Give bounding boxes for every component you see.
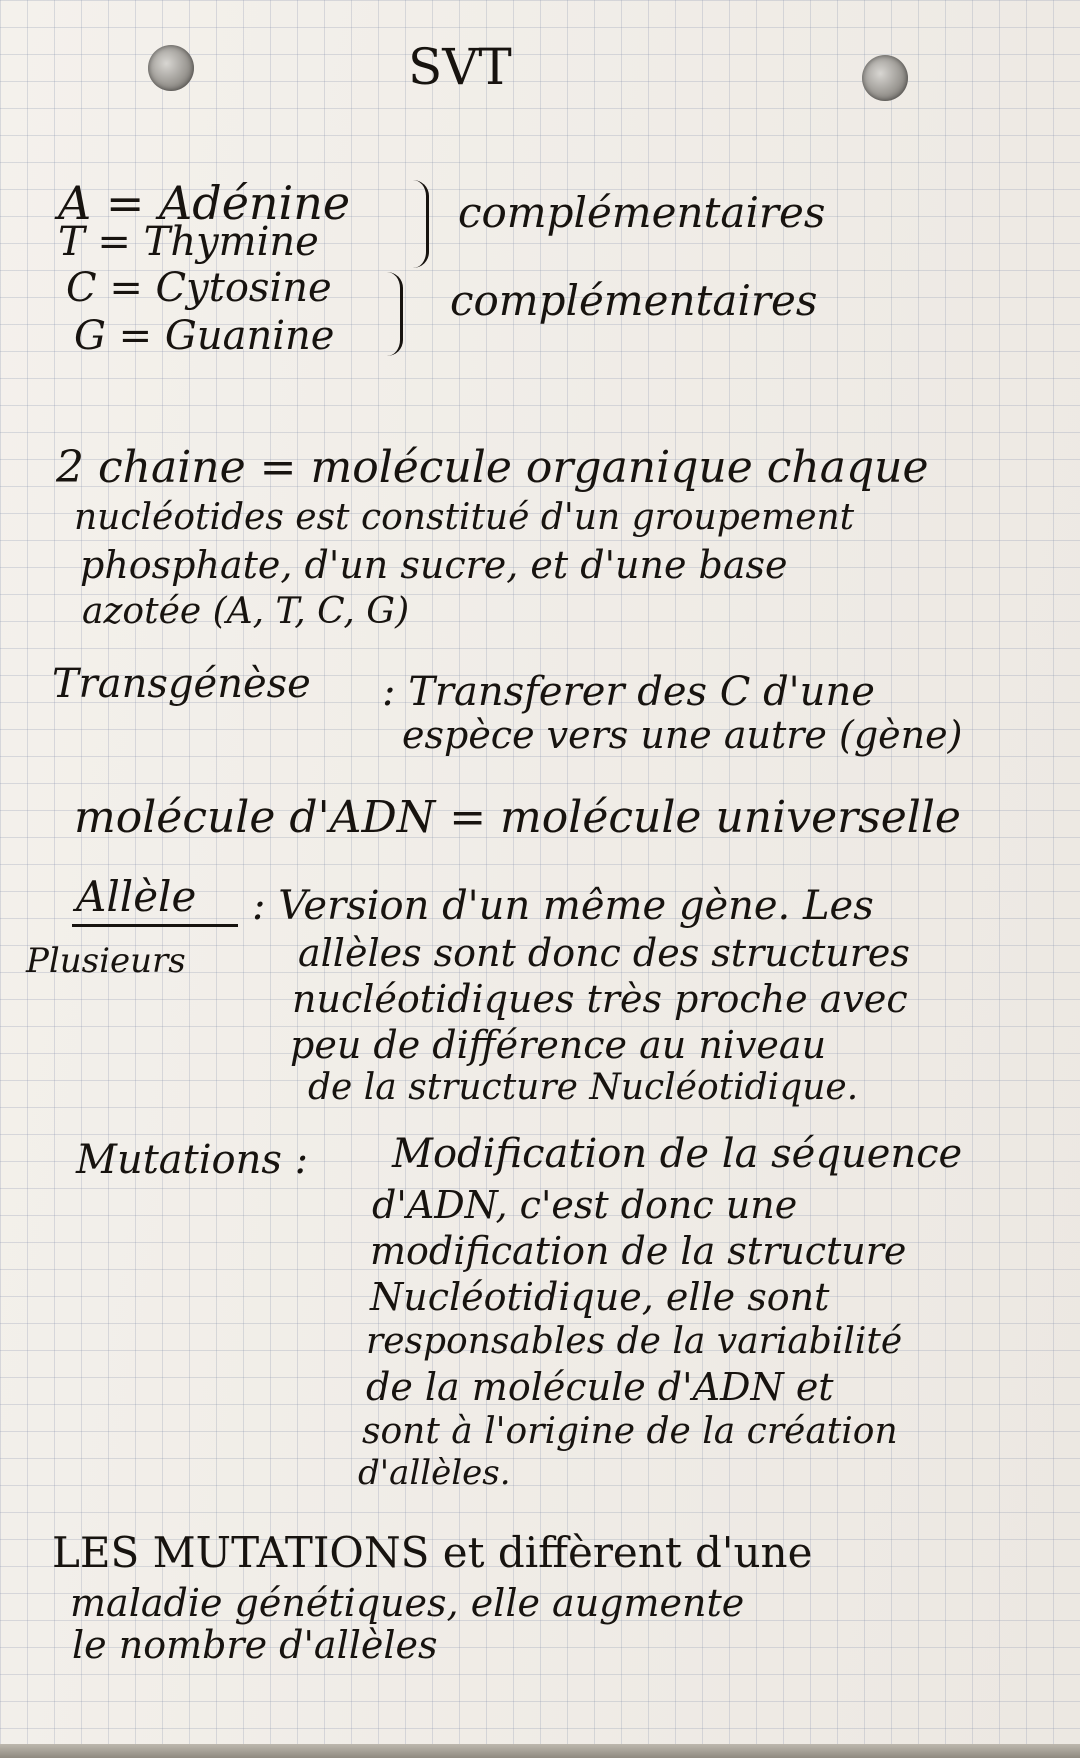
paragraph-line: 2 chaine = molécule organique chaque — [56, 442, 929, 493]
definition-line: allèles sont donc des structures — [298, 931, 910, 975]
base-letter: C — [66, 265, 97, 311]
definition-line: Modification de la séquence — [392, 1131, 963, 1177]
base-name: = Thymine — [97, 219, 319, 265]
side-note-plusieurs: Plusieurs — [26, 941, 186, 981]
base-row — [74, 313, 335, 359]
term-underline — [72, 924, 238, 927]
page-bottom-edge — [0, 1744, 1080, 1758]
paragraph-line: phosphate, d'un sucre, et d'une base — [80, 543, 788, 587]
base-letter: A — [58, 176, 92, 230]
brace-cg — [386, 272, 403, 356]
base-name: = Adénine — [105, 176, 351, 230]
term-allele: Allèle — [76, 872, 197, 921]
conclusion-line: le nombre d'allèles — [72, 1623, 438, 1667]
definition-line: responsables de la variabilité — [366, 1321, 903, 1362]
definition-line: de la molécule d'ADN et — [366, 1365, 834, 1409]
term-transgenese: Transgénèse — [52, 661, 311, 707]
conclusion-line: maladie génétiques, elle augmente — [70, 1581, 745, 1625]
binder-hole-right — [862, 55, 908, 101]
base-letter: T — [58, 219, 85, 265]
definition-line: modification de la structure — [370, 1229, 907, 1273]
base-row — [58, 219, 319, 265]
definition-line: : Transferer des C d'une — [382, 669, 875, 715]
definition-line: nucléotidiques très proche avec — [292, 977, 908, 1021]
page-title: SVT — [408, 38, 512, 96]
definition-line: peu de différence au niveau — [290, 1023, 827, 1067]
definition-line: sont à l'origine de la création — [362, 1411, 898, 1452]
base-name: = Cytosine — [109, 265, 332, 311]
brace-at — [412, 180, 429, 268]
definition-line: d'ADN, c'est donc une — [372, 1183, 798, 1227]
adn-statement: molécule d'ADN = molécule universelle — [74, 792, 961, 843]
paragraph-line: azotée (A, T, C, G) — [82, 591, 410, 632]
complementary-label-cg: complémentaires — [450, 276, 818, 325]
definition-line: : Version d'un même gène. Les — [252, 883, 874, 929]
binder-hole-left — [148, 45, 194, 91]
definition-line: espèce vers une autre (gène) — [402, 713, 963, 757]
definition-line: de la structure Nucléotidique. — [308, 1067, 859, 1108]
complementary-label-at: complémentaires — [458, 188, 826, 237]
base-letter: G — [74, 313, 106, 359]
base-row — [66, 265, 332, 311]
definition-line: Nucléotidique, elle sont — [370, 1275, 830, 1319]
base-name: = Guanine — [118, 313, 335, 359]
term-mutations: Mutations : — [76, 1137, 309, 1183]
conclusion-line: LES MUTATIONS et diffèrent d'une — [52, 1528, 813, 1577]
paragraph-line: nucléotides est constitué d'un groupement — [74, 497, 855, 538]
definition-line: d'allèles. — [358, 1453, 511, 1493]
